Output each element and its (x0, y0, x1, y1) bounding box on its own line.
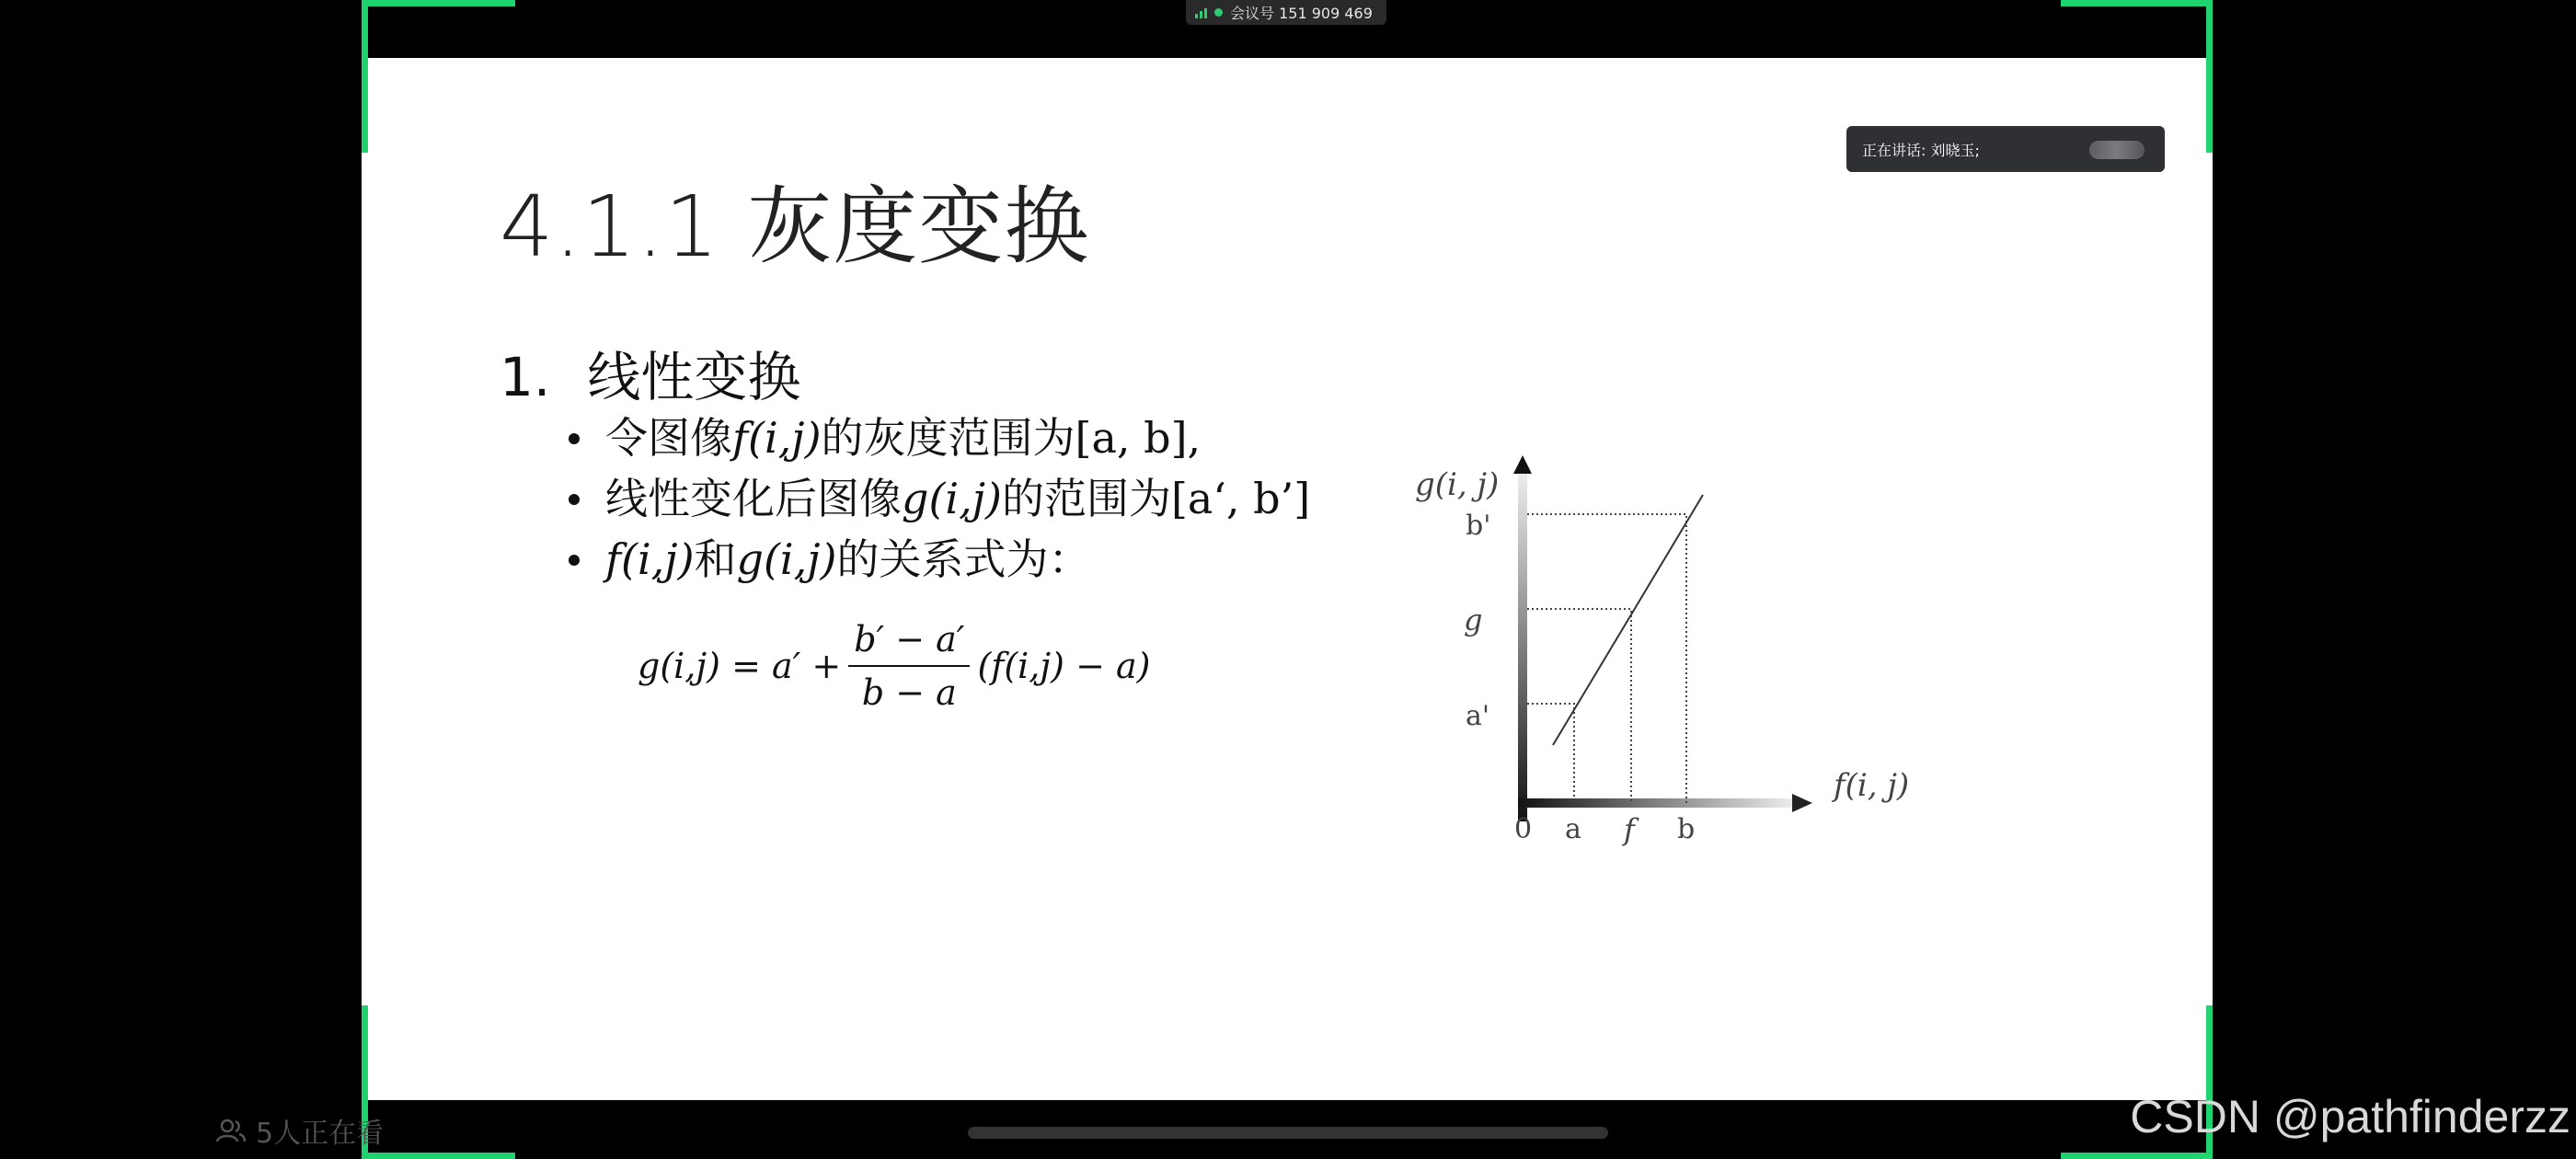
y-tick-a-prime: a' (1466, 700, 1490, 732)
x-axis (1518, 798, 1794, 808)
formula-fraction (848, 619, 970, 713)
y-axis-label: g(i, j) (1415, 466, 1500, 503)
share-frame-corner (2061, 1153, 2213, 1159)
home-indicator[interactable] (968, 1127, 1608, 1139)
active-speaker-banner (1846, 126, 2165, 172)
x-tick-b: b (1677, 813, 1696, 845)
signal-strength-icon (1195, 7, 1207, 18)
formula-lhs: g(i,j) = a′ + (638, 646, 842, 686)
section-number: 1. (500, 346, 551, 408)
people-icon (215, 1117, 247, 1144)
x-axis-label: f(i, j) (1834, 767, 1910, 804)
viewer-count[interactable] (215, 1110, 384, 1151)
y-tick-g: g (1464, 602, 1483, 637)
formula-numerator: b′ − a′ (848, 619, 970, 667)
share-frame-corner (362, 0, 368, 153)
speaker-avatar-icon (2089, 141, 2145, 159)
slide-title: 4.1.1 灰度变换 (500, 178, 1090, 276)
share-frame-corner (362, 0, 515, 6)
section-heading (500, 334, 800, 411)
x-tick-0: 0 (1514, 813, 1533, 845)
formula-rhs: (f(i,j) − a) (977, 646, 1151, 686)
linear-transform-graph (1410, 398, 1926, 858)
x-tick-a: a (1565, 813, 1581, 845)
share-frame-corner (362, 1153, 515, 1159)
bullet-list (569, 407, 1310, 590)
connection-status-icon (1214, 8, 1223, 17)
linear-transform-formula (638, 619, 1150, 713)
bullet-item: f(i,j)和g(i,j)的关系式为： (569, 529, 1310, 590)
viewer-count-label: 5人正在看 (256, 1118, 385, 1150)
section-title: 线性变换 (587, 346, 801, 408)
formula-denominator: b − a (861, 672, 957, 713)
x-tick-f: f (1624, 812, 1635, 847)
shared-slide (362, 58, 2213, 1100)
y-axis-arrow-icon (1513, 455, 1532, 474)
share-frame-corner (2061, 0, 2213, 6)
x-axis-arrow-icon (1792, 794, 1812, 812)
watermark: CSDN @pathfinderzz (2130, 1091, 2570, 1142)
guide-lines (1527, 514, 1686, 803)
meeting-id-label: 会议号 151 909 469 (1230, 5, 1373, 22)
share-frame-corner (2206, 0, 2213, 153)
bullet-item: 线性变化后图像g(i,j)的范围为[a‘, b’] (569, 468, 1310, 529)
bullet-item: 令图像f(i,j)的灰度范围为[a, b], (569, 407, 1310, 468)
speaker-label: 正在讲话: 刘晓玉; (1862, 141, 1980, 159)
meeting-info-chip[interactable] (1186, 0, 1386, 25)
y-tick-b-prime: b' (1466, 510, 1491, 542)
transform-line (1553, 495, 1703, 745)
y-axis (1518, 472, 1527, 821)
